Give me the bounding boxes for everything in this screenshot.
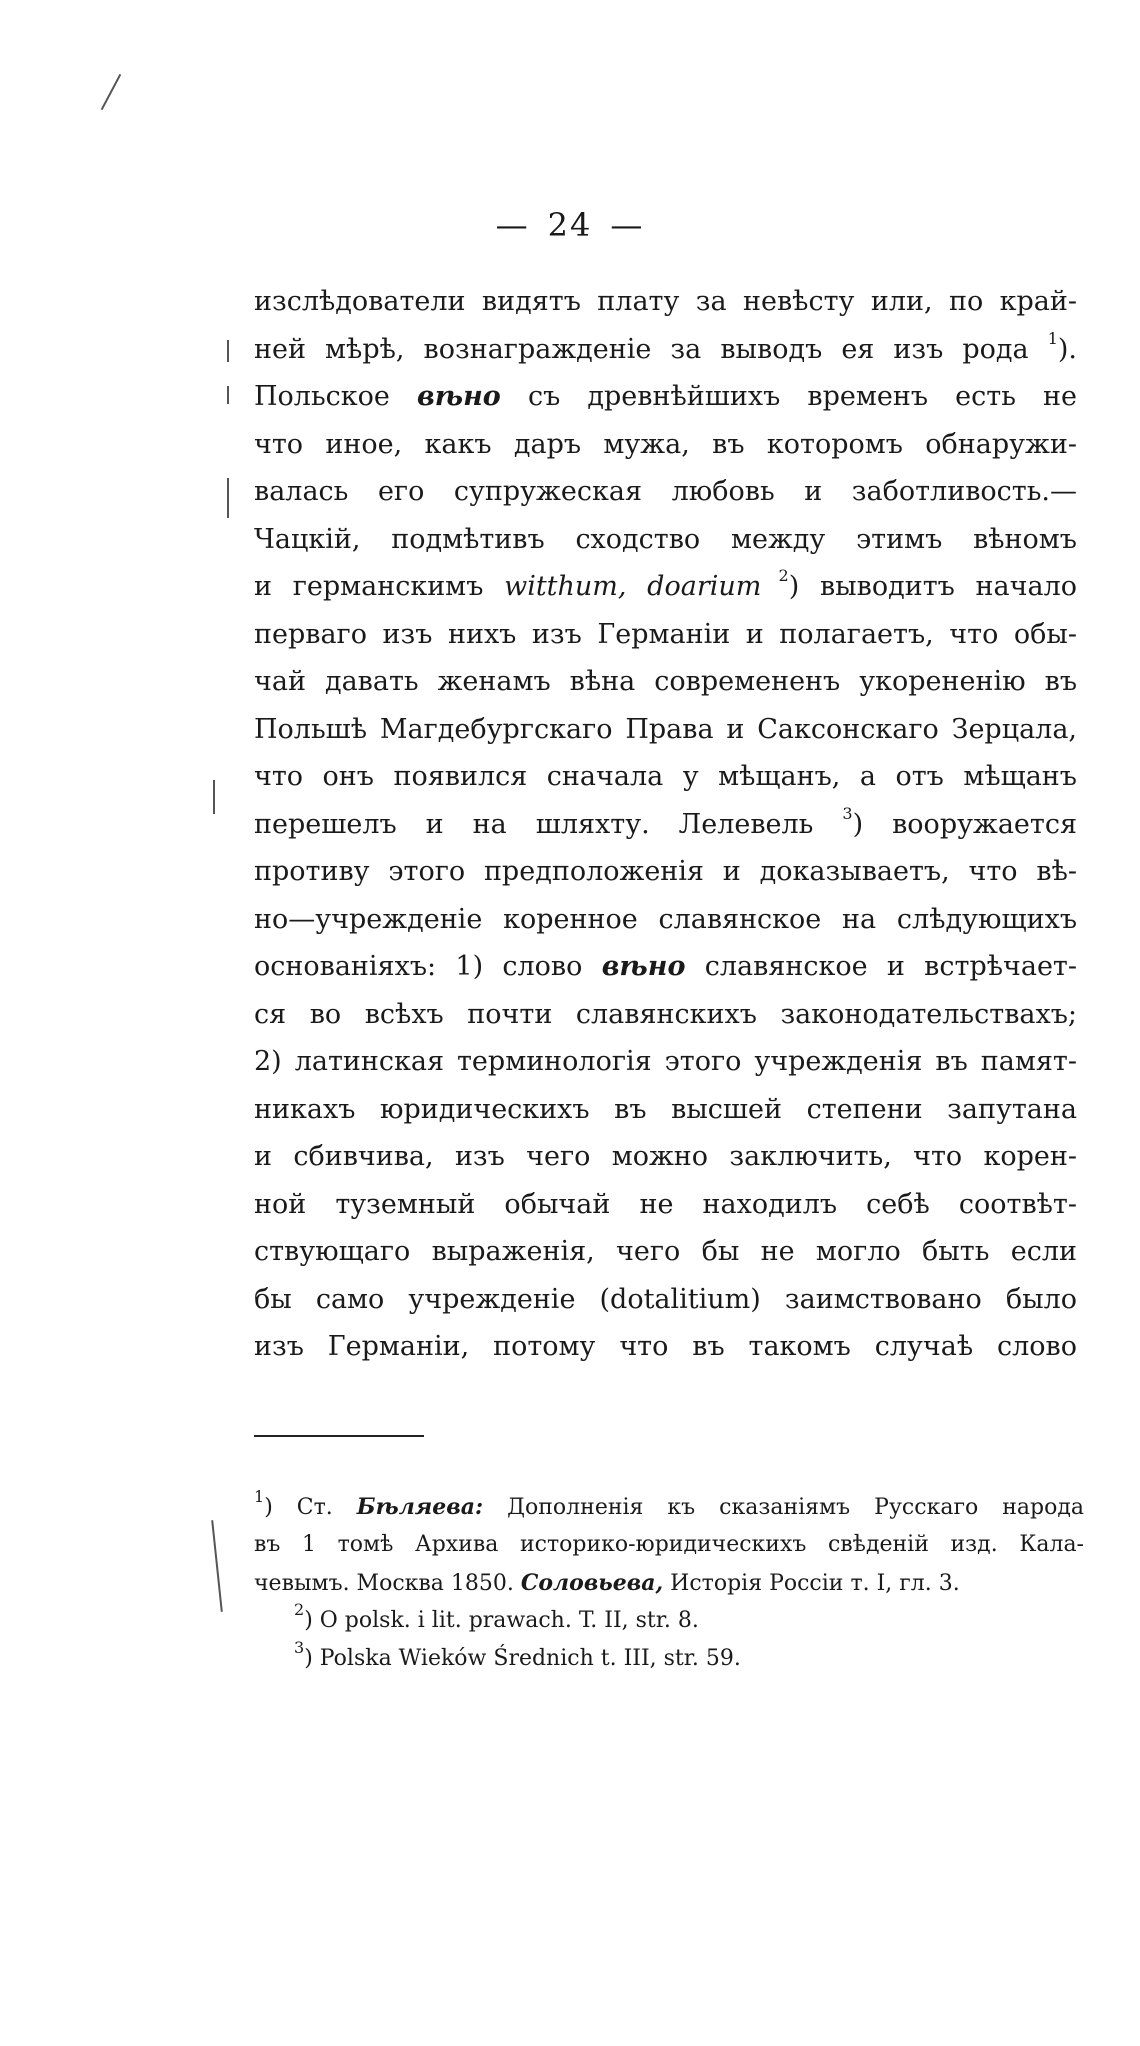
- text-line: основаніяхъ: 1) слово вѣно славянское и встрѣчает-: [254, 951, 1077, 982]
- text-line: перешелъ и на шляхту. Лелевель $^3$) вооружается: [254, 803, 1077, 840]
- text-line: и германскимъ witthum, doarium $^2$) выводитъ начало: [254, 566, 1078, 602]
- margin-tick-mark: [227, 386, 229, 404]
- footnote-marker: 1: [254, 1486, 265, 1506]
- margin-tick-mark: [227, 478, 229, 518]
- footnote-1: $^1$) Ст. Бѣляева: Дополненія къ сказаніямъ Русскаго народа: [254, 1486, 1084, 1520]
- text-line: ней мѣрѣ, вознагражденіе за выводъ ея изъ рода $^1$).: [254, 328, 1077, 365]
- emphasis: вѣно: [601, 951, 686, 982]
- text-line: но—учрежденіе коренное славянское на слѣдующихъ: [254, 903, 1077, 935]
- text-line: что онъ появился сначала у мѣщанъ, а отъ мѣщанъ: [254, 761, 1077, 792]
- text-line: 2) латинская терминологія этого учрежденія въ памят-: [254, 1046, 1077, 1077]
- footnote-marker: 3: [294, 1637, 305, 1657]
- page-number-value: 24: [547, 206, 593, 244]
- page-number-dash: —: [610, 206, 645, 244]
- text-line: никахъ юридическихъ въ высшей степени запутана: [254, 1093, 1077, 1125]
- main-text: [254, 278, 1077, 1371]
- text-line: противу этого предположенія и доказываетъ, что вѣ-: [254, 856, 1077, 887]
- footnote-3: $^3$) Polska Wieków Średnich t. III, str. 59.: [294, 1637, 741, 1671]
- page-number-dash: —: [495, 206, 530, 244]
- footnote-1-continued: въ 1 томѣ Архива историко-юридическихъ свѣденій изд. Кала-: [254, 1532, 1084, 1557]
- margin-tick-mark: [227, 340, 229, 362]
- text-line: ной туземный обычай не находилъ себѣ соотвѣт-: [254, 1188, 1077, 1220]
- footnotes: [254, 1488, 1084, 1678]
- text-line: перваго изъ нихъ изъ Германіи и полагаетъ, что обы-: [254, 618, 1077, 650]
- emphasis: witthum, doarium: [504, 571, 762, 602]
- text-line: Польское вѣно съ древнѣйшихъ временъ есть не: [254, 381, 1078, 412]
- text-line: бы само учрежденіе (dotalitium) заимствовано было: [254, 1283, 1077, 1315]
- margin-tick-mark: [213, 780, 215, 814]
- emphasis: Соловьева,: [520, 1570, 664, 1596]
- footnote-ref: 1: [1047, 328, 1058, 348]
- margin-bracket-mark: [211, 1520, 223, 1612]
- footnote-divider: [254, 1435, 424, 1437]
- emphasis: Бѣляева:: [356, 1494, 484, 1520]
- text-line: изъ Германіи, потому что въ такомъ случаѣ слово: [254, 1331, 1077, 1362]
- footnote-1-continued: чевымъ. Москва 1850. Соловьева, Исторія Россіи т. I, гл. 3.: [254, 1570, 960, 1596]
- text-line: ствующаго выраженія, чего бы не могло быть если: [254, 1236, 1077, 1267]
- text-line: что иное, какъ даръ мужа, въ которомъ обнаружи-: [254, 428, 1077, 460]
- text-line: и сбивчива, изъ чего можно заключить, что корен-: [254, 1141, 1077, 1172]
- footnote-ref: 2: [761, 566, 789, 585]
- text-line: Чацкій, подмѣтивъ сходство между этимъ вѣномъ: [254, 523, 1077, 555]
- text-line: чай давать женамъ вѣна современенъ укорененію въ: [254, 666, 1077, 697]
- text-line: изслѣдователи видятъ плату за невѣсту или, по край-: [254, 286, 1077, 317]
- text-line: ся во всѣхъ почти славянскихъ законодательствахъ;: [254, 998, 1077, 1030]
- page-number: [0, 206, 1140, 244]
- footnote-2: $^2$) O polsk. i lit. prawach. T. II, str. 8.: [294, 1599, 699, 1633]
- footnote-marker: 2: [294, 1599, 305, 1619]
- text-line: валась его супружеская любовь и заботливость.—: [254, 476, 1077, 507]
- emphasis: вѣно: [417, 381, 501, 412]
- footnote-ref: 3: [842, 803, 853, 823]
- margin-pen-mark: [101, 74, 122, 110]
- text-line: Польшѣ Магдебургскаго Права и Саксонскаго Зерцала,: [254, 713, 1077, 745]
